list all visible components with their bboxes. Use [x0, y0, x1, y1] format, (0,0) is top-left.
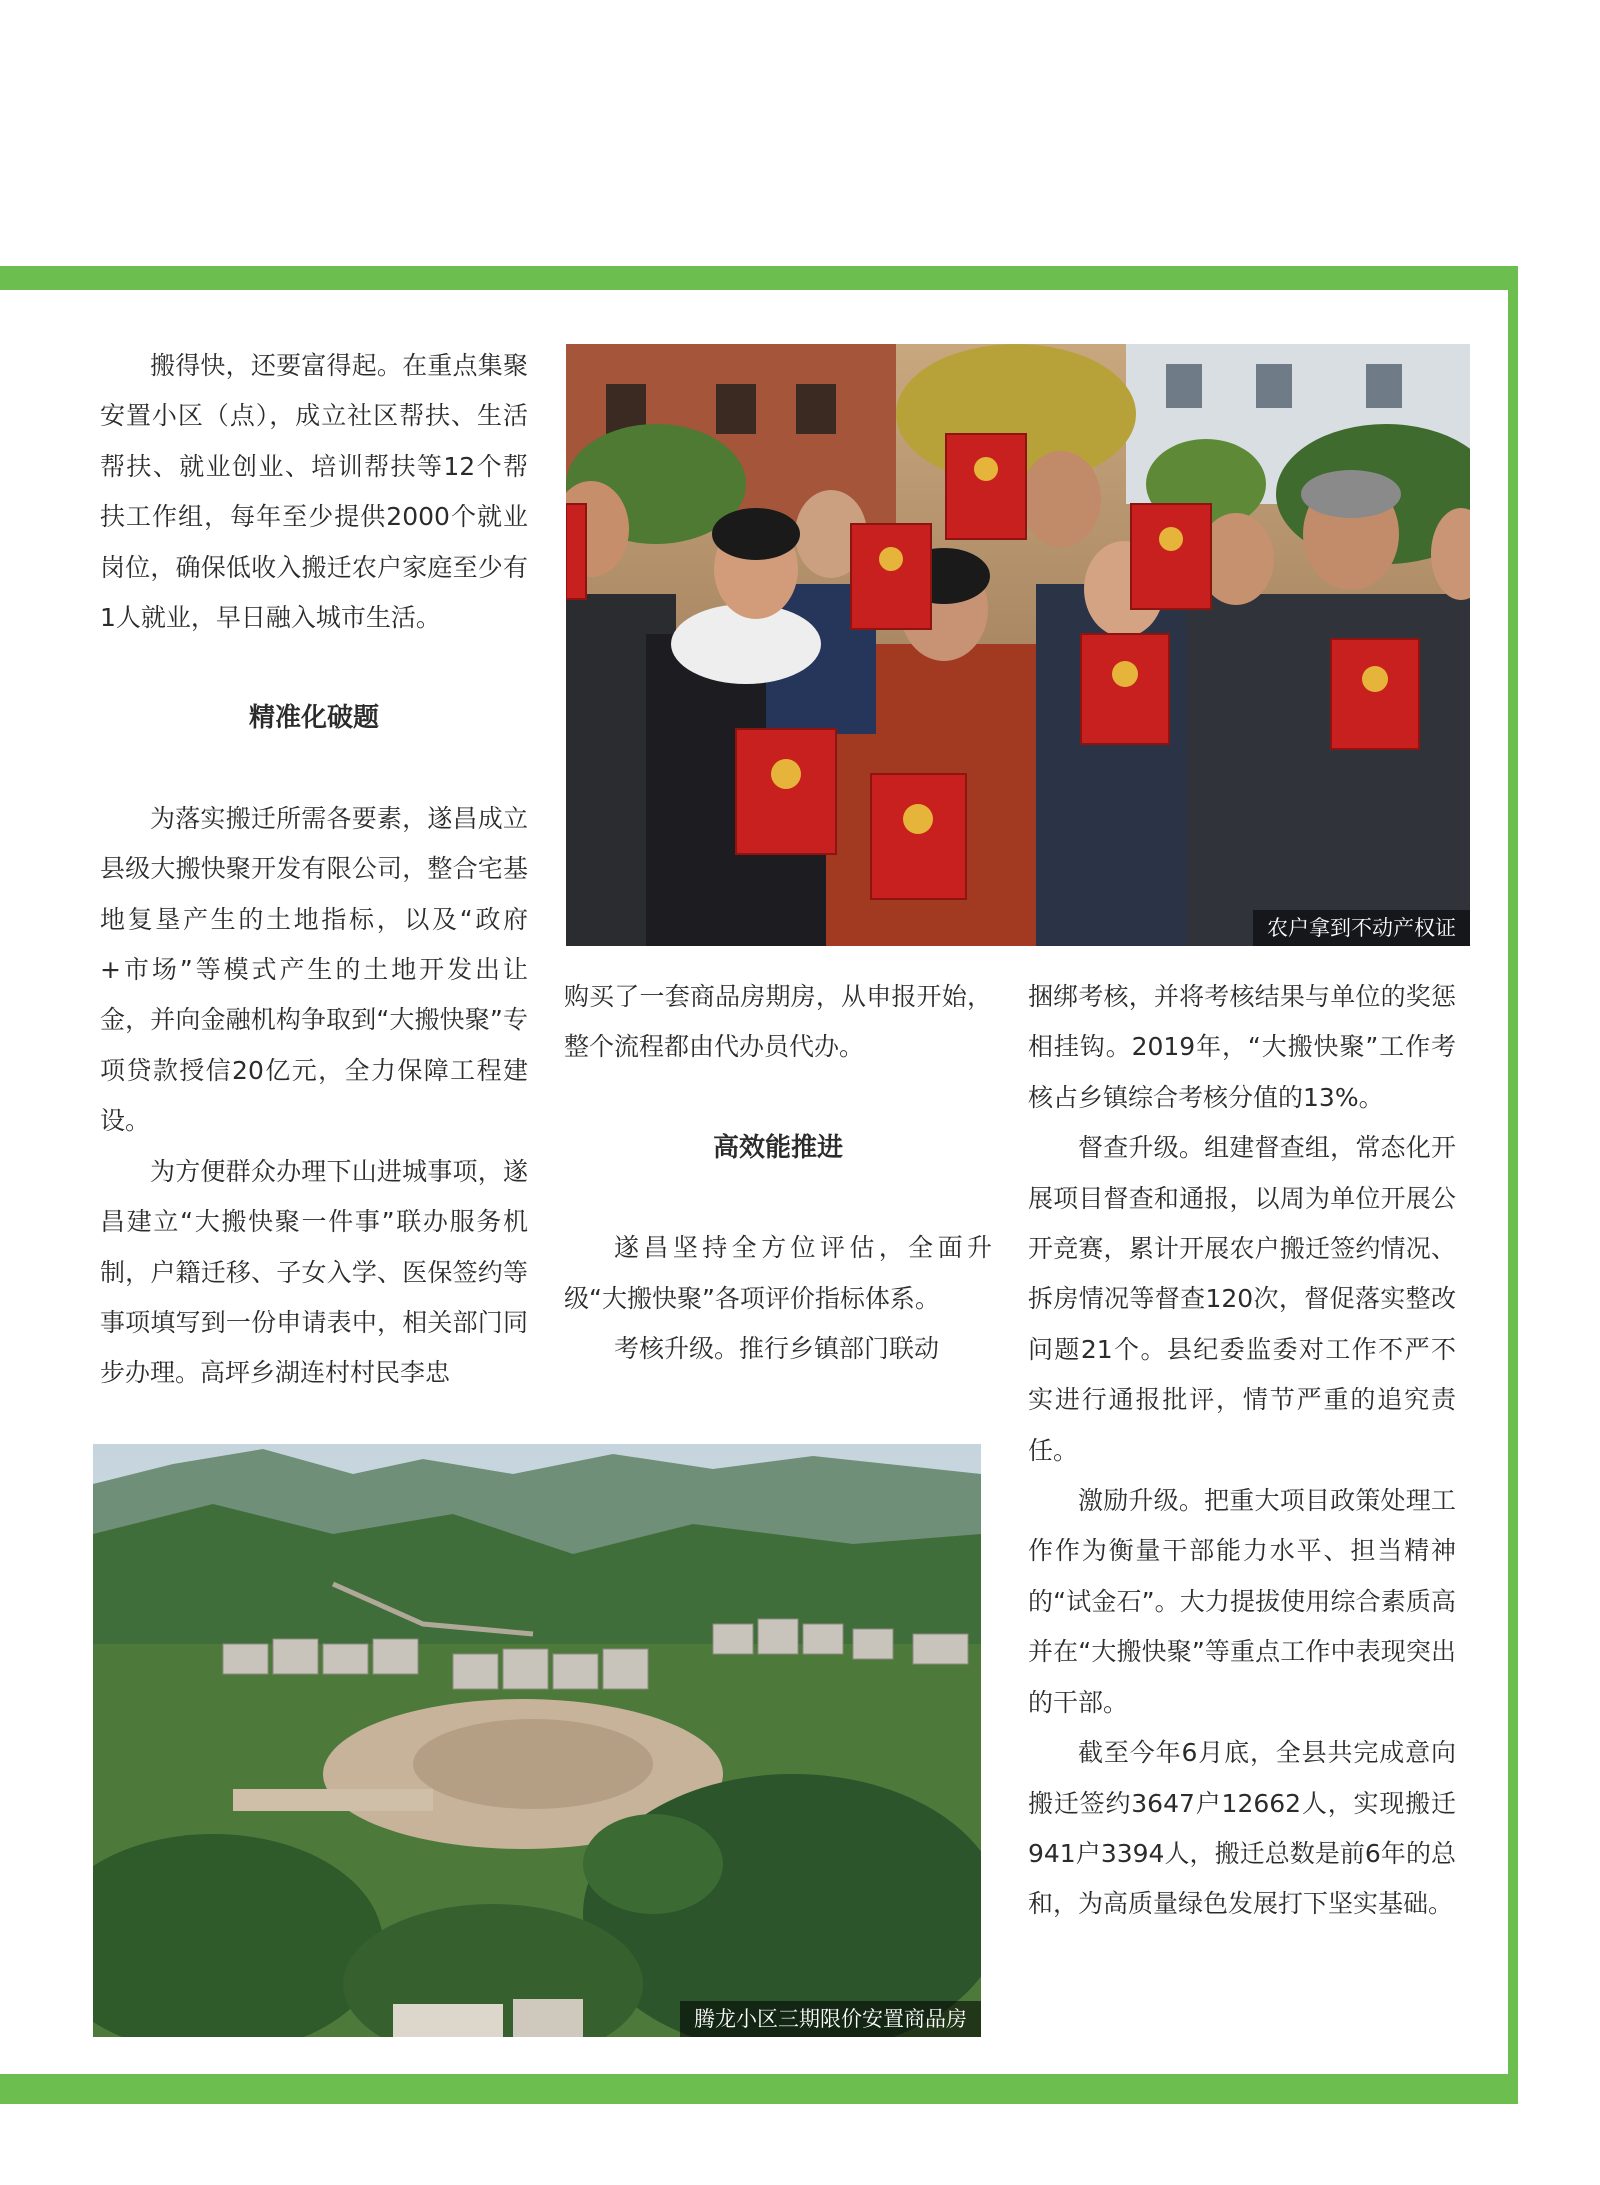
frame-top-border [0, 266, 1518, 290]
section-heading: 精准化破题 [248, 703, 379, 734]
paragraph: 督查升级。组建督查组，常态化开展项目督查和通报，以周为单位开展公开竞赛，累计开展农户搬迁签约情况、拆房情况等督查120次，督促落实整改问题21个。县纪委监委对工作不严不实进行通报批评，情节严重的追究责任。 [1028, 1133, 1456, 1465]
paragraph: 捆绑考核，并将考核结果与单位的奖惩相挂钩。2019年，“大搬快聚”工作考核占乡镇综合考核分值的13%。 [1028, 982, 1456, 1112]
paragraph: 激励升级。把重大项目政策处理工作作为衡量干部能力水平、担当精神的“试金石”。大力提拔使用综合素质高并在“大搬快聚”等重点工作中表现突出的干部。 [1028, 1486, 1456, 1717]
text-column-1 [100, 341, 528, 1399]
paragraph: 考核升级。推行乡镇部门联动 [614, 1334, 940, 1364]
paragraph: 搬得快，还要富得起。在重点集聚安置小区（点），成立社区帮扶、生活帮扶、就业创业、培训帮扶等12个帮扶工作组，每年至少提供2000个就业岗位，确保低收入搬迁农户家庭至少有1人就业，早日融入城市生活。 [100, 351, 528, 633]
photo-aerial-housing [93, 1444, 981, 2037]
villagers-illustration [566, 344, 1470, 946]
text-column-3 [1028, 972, 1456, 1930]
frame-right-border [1508, 266, 1518, 2084]
section-heading: 高效能推进 [712, 1132, 843, 1163]
paragraph: 为落实搬迁所需各要素，遂昌成立县级大搬快聚开发有限公司，整合宅基地复垦产生的土地指标，以及“政府+市场”等模式产生的土地开发出让金，并向金融机构争取到“大搬快聚”专项贷款授信20亿元，全力保障工程建设。 [100, 803, 528, 1136]
photo-caption: 农户拿到不动产权证 [1253, 910, 1470, 946]
photo-villagers-certificates [566, 344, 1470, 946]
paragraph: 为方便群众办理下山进城事项，遂昌建立“大搬快聚一件事”联办服务机制，户籍迁移、子女入学、医保签约等事项填写到一份申请表中，相关部门同步办理。高坪乡湖连村村民李忠 [100, 1156, 528, 1388]
paragraph: 截至今年6月底，全县共完成意向搬迁签约3647户12662人，实现搬迁941户3394人，搬迁总数是前6年的总和，为高质量绿色发展打下坚实基础。 [1028, 1738, 1456, 1919]
photo-caption: 腾龙小区三期限价安置商品房 [680, 2001, 981, 2037]
text-column-2 [564, 972, 992, 1374]
aerial-housing-illustration [93, 1444, 981, 2037]
frame-bottom-border [0, 2074, 1518, 2104]
paragraph: 购买了一套商品房期房，从申报开始，整个流程都由代办员代办。 [564, 982, 992, 1062]
paragraph: 遂昌坚持全方位评估，全面升级“大搬快聚”各项评价指标体系。 [564, 1233, 992, 1313]
